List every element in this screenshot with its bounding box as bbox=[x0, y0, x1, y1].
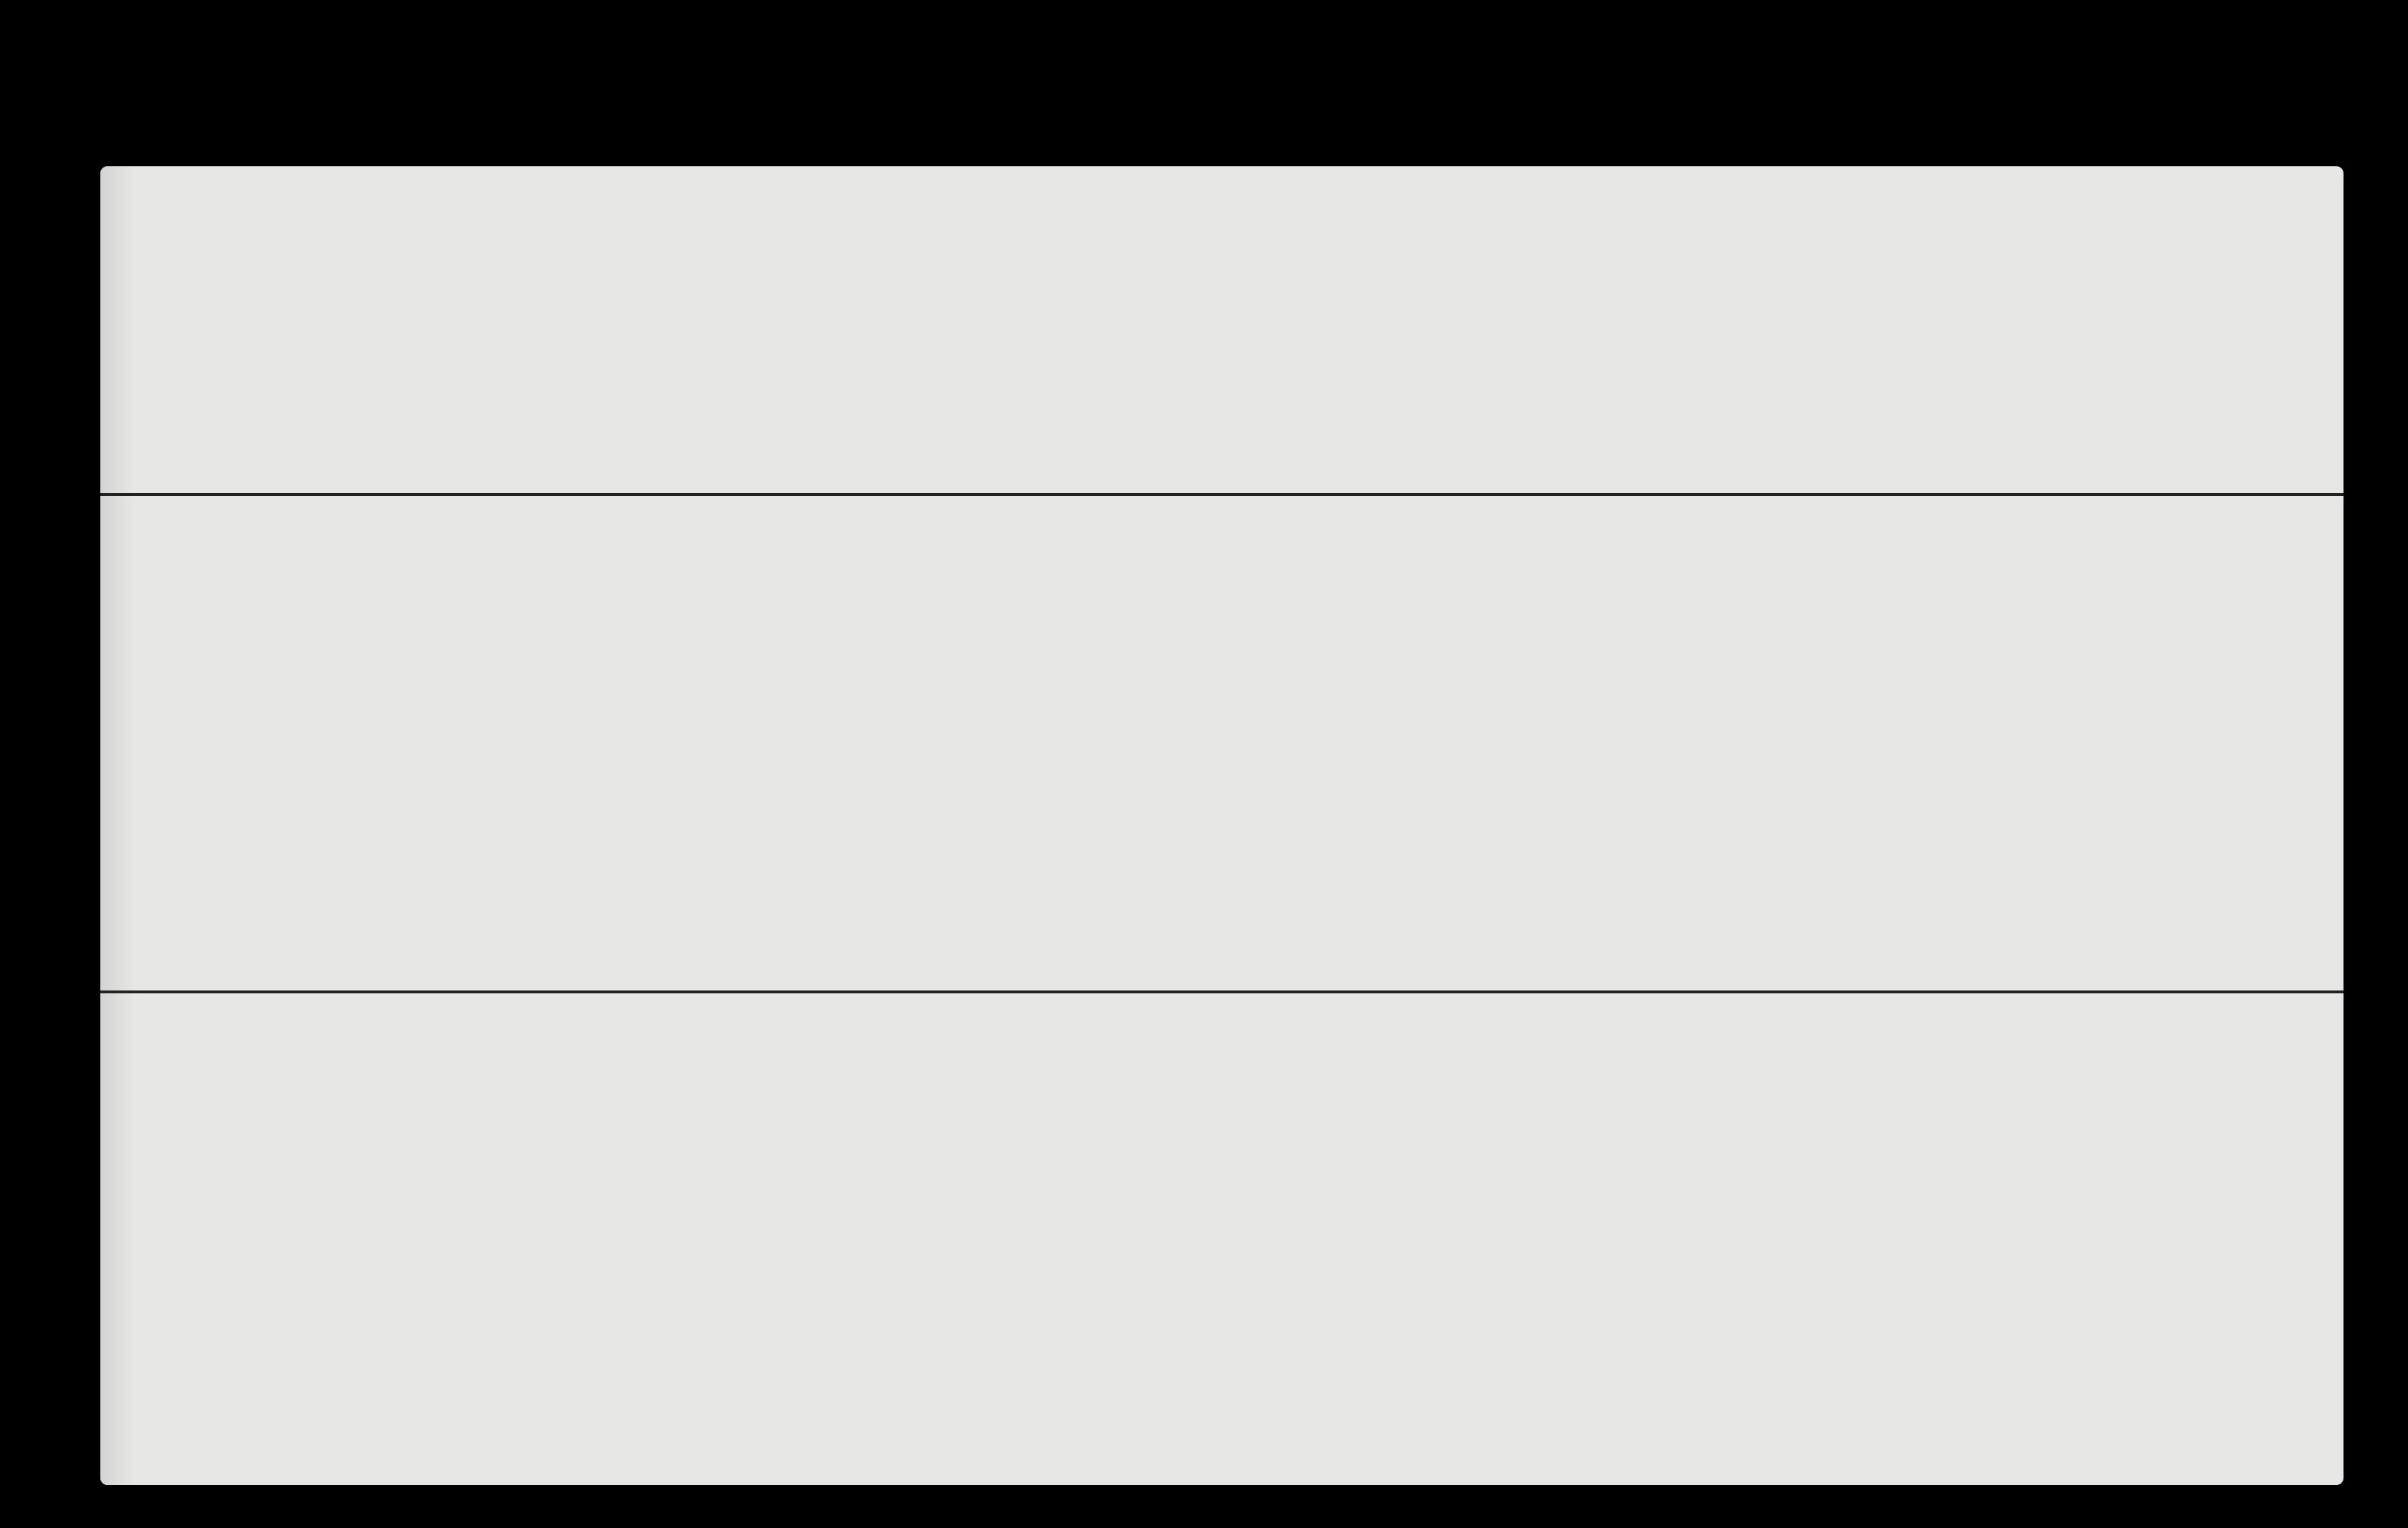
crop-table bbox=[100, 166, 2344, 496]
middle-section bbox=[100, 496, 2344, 990]
lease-table bbox=[100, 990, 2344, 1485]
census-card bbox=[100, 166, 2344, 1485]
